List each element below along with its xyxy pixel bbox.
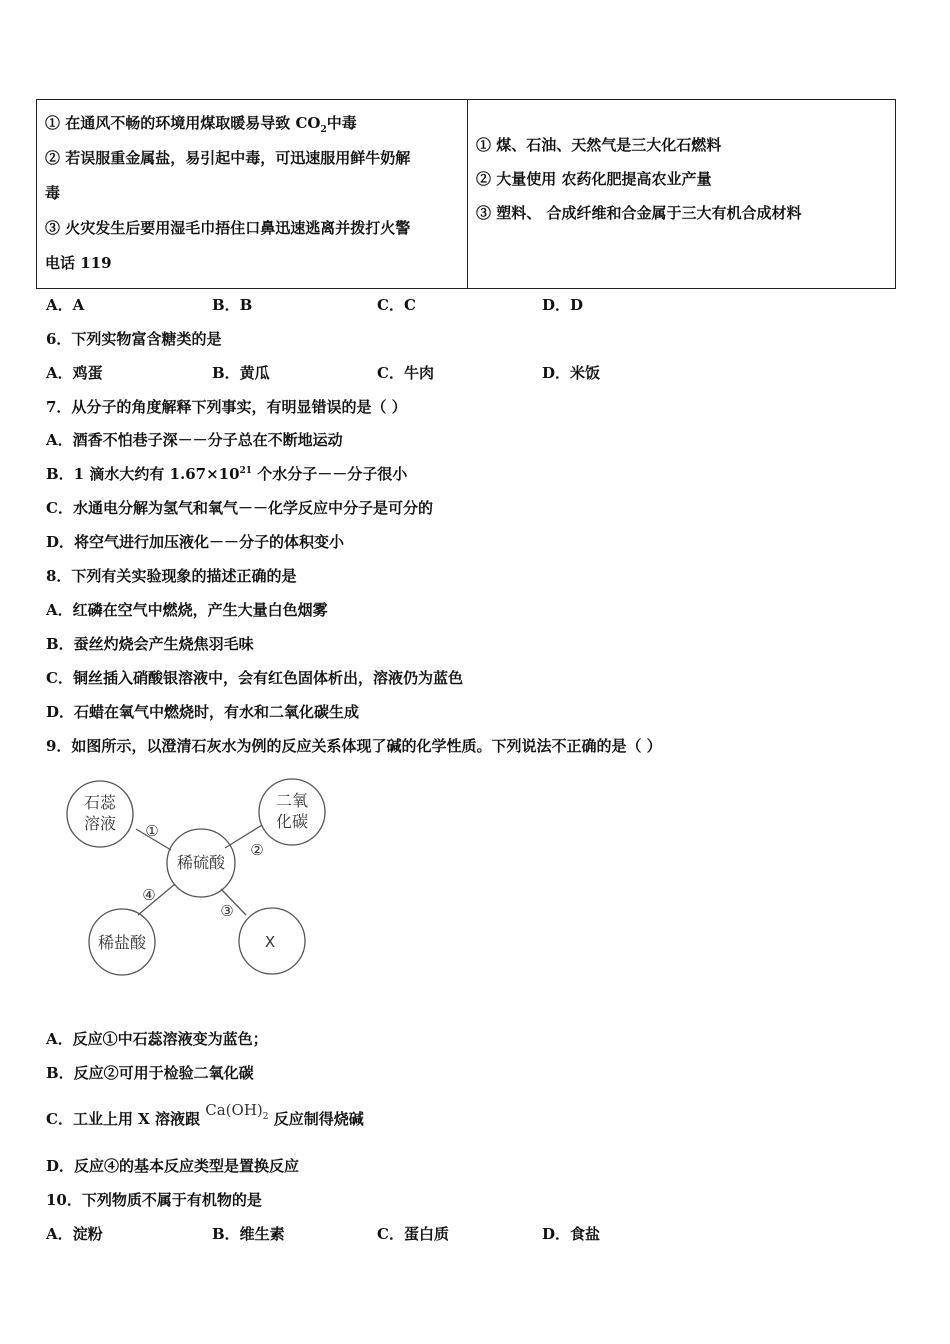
q7-option-c[interactable]: C．水通电分解为氢气和氧气－－化学反应中分子是可分的 [46, 499, 433, 517]
q6-option-d[interactable]: D．米饭 [542, 364, 601, 382]
q10-option-b[interactable]: B．维生素 [212, 1225, 285, 1243]
q10-option-d[interactable]: D．食盐 [542, 1225, 601, 1243]
q5-option-a[interactable]: A．A [46, 296, 85, 314]
hcl-label: 稀盐酸 [97, 933, 147, 952]
co2-label-2: 化碳 [275, 812, 309, 831]
q9-option-c[interactable]: C．工业上用 X 溶液跟 $Ca(OH)_2$ 反应制得烧碱 [46, 1101, 364, 1128]
table-left-line-2: ② 若误服重金属盐，易引起中毒，可迅速服用鲜牛奶解 [45, 149, 411, 167]
table-right-line-1: ① 煤、石油、天然气是三大化石燃料 [476, 136, 722, 154]
litmus-label-1: 石蕊 [83, 793, 117, 812]
q7-option-a[interactable]: A．酒香不怕巷子深－－分子总在不断地运动 [46, 431, 343, 449]
q5-option-d[interactable]: D．D [542, 296, 584, 314]
reaction-number-1: ① [145, 822, 159, 840]
table-left-cell [37, 100, 468, 288]
table-right-line-2: ② 大量使用 农药化肥提高农业产量 [476, 170, 712, 188]
q8-option-a[interactable]: A．红磷在空气中燃烧，产生大量白色烟雾 [46, 601, 328, 619]
table-left-line-4: ③ 火灾发生后要用湿毛巾捂住口鼻迅速逃离并拨打火警 [45, 219, 411, 237]
co2-label-1: 二氧 [275, 791, 309, 810]
q10-stem: 10．下列物质不属于有机物的是 [46, 1191, 262, 1209]
x-label: X [264, 933, 276, 951]
q9-reaction-diagram [58, 772, 338, 987]
q9-option-d[interactable]: D．反应④的基本反应类型是置换反应 [46, 1157, 300, 1175]
q9-option-a[interactable]: A．反应①中石蕊溶液变为蓝色； [46, 1030, 268, 1048]
reaction-number-4: ④ [142, 886, 156, 904]
center-label: 稀硫酸 [176, 853, 226, 872]
q6-option-a[interactable]: A．鸡蛋 [46, 364, 103, 382]
q6-option-c[interactable]: C．牛肉 [377, 364, 434, 382]
table-right-cell [468, 100, 895, 288]
q6-option-b[interactable]: B．黄瓜 [212, 364, 270, 382]
q7-stem: 7．从分子的角度解释下列事实，有明显错误的是（ ） [46, 398, 407, 416]
reaction-number-2: ② [250, 841, 264, 859]
q5-statement-table [36, 99, 896, 289]
q6-stem: 6．下列实物富含糖类的是 [46, 330, 222, 348]
q9-stem: 9．如图所示，以澄清石灰水为例的反应关系体现了碱的化学性质。下列说法不正确的是（ ） [46, 737, 662, 755]
reaction-number-3: ③ [220, 902, 234, 920]
q10-option-c[interactable]: C．蛋白质 [377, 1225, 449, 1243]
q8-option-d[interactable]: D．石蜡在氧气中燃烧时，有水和二氧化碳生成 [46, 703, 360, 721]
calcium-hydroxide-formula: $Ca(OH)_2$ [205, 1101, 269, 1122]
table-right-line-3: ③ 塑料、 合成纤维和合金属于三大有机合成材料 [476, 204, 802, 222]
table-left-line-3: 毒 [45, 184, 61, 202]
q10-option-a[interactable]: A．淀粉 [46, 1225, 103, 1243]
q7-option-d[interactable]: D．将空气进行加压液化－－分子的体积变小 [46, 533, 345, 551]
q8-stem: 8．下列有关实验现象的描述正确的是 [46, 567, 297, 585]
q5-option-c[interactable]: C．C [377, 296, 416, 314]
table-left-line-5: 电话 119 [45, 254, 112, 272]
litmus-label-2: 溶液 [83, 814, 117, 833]
q7-option-b[interactable]: B．1 滴水大约有 $1.67\times 10^{21}$ 个水分子－－分子很小 [46, 465, 408, 483]
q9-option-b[interactable]: B．反应②可用于检验二氧化碳 [46, 1064, 254, 1082]
table-left-line-1: ① 在通风不畅的环境用煤取暖易导致 $CO_2$中毒 [45, 114, 357, 135]
q5-option-b[interactable]: B．B [212, 296, 253, 314]
q8-option-c[interactable]: C．铜丝插入硝酸银溶液中，会有红色固体析出，溶液仍为蓝色 [46, 669, 463, 687]
q8-option-b[interactable]: B．蚕丝灼烧会产生烧焦羽毛味 [46, 635, 254, 653]
